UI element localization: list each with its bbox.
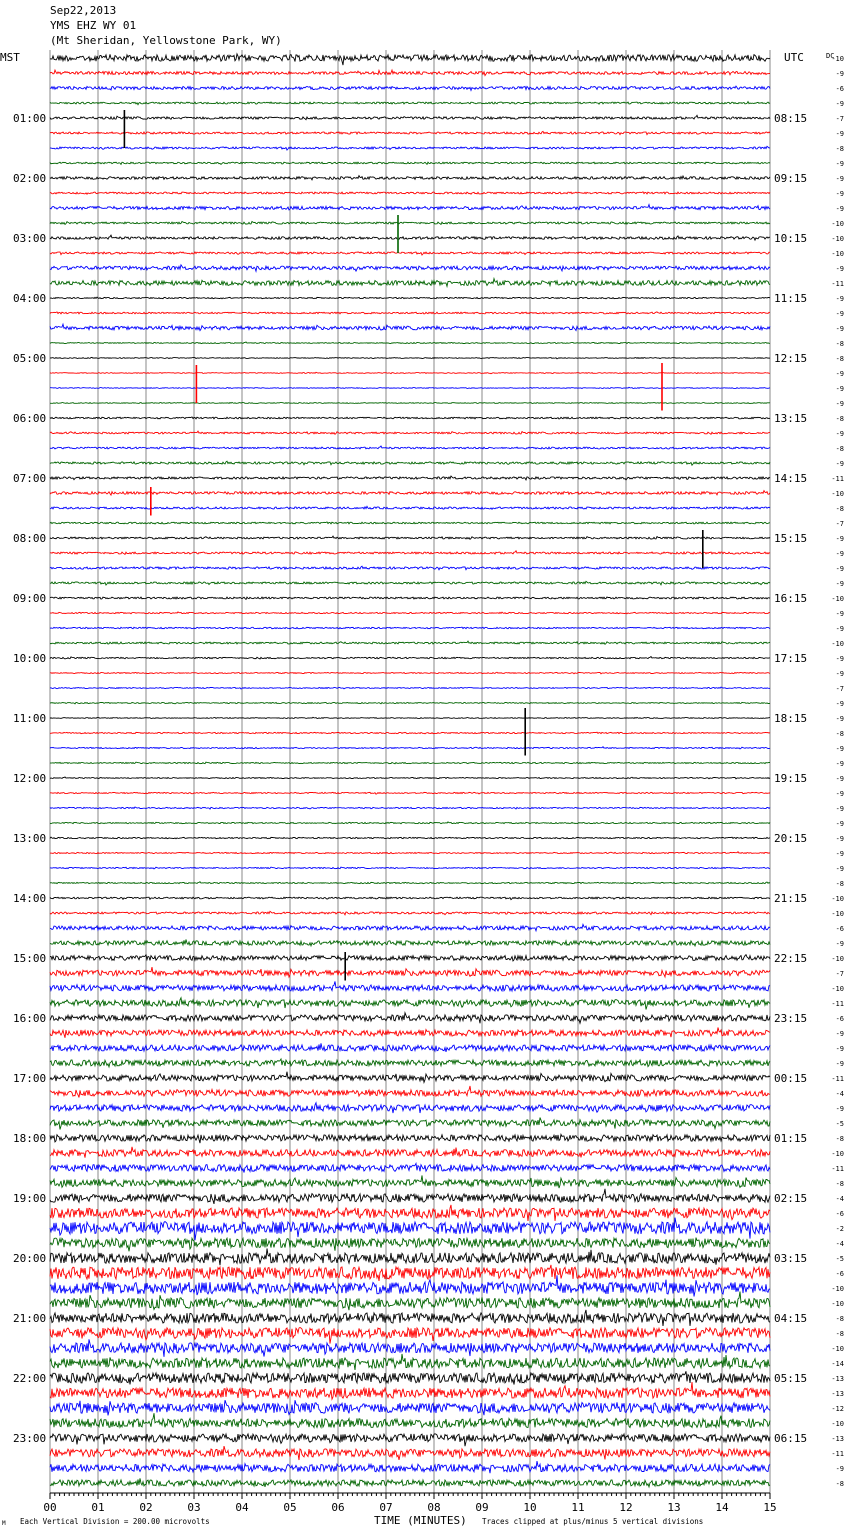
seismic-trace xyxy=(50,551,770,555)
right-hour-label: 15:15 xyxy=(774,532,808,545)
right-hour-label: 04:15 xyxy=(774,1312,808,1325)
x-tick-label: 09 xyxy=(475,1501,489,1514)
right-hour-label: 19:15 xyxy=(774,772,808,785)
seismic-trace xyxy=(50,747,770,749)
right-timezone-label: UTC xyxy=(784,51,804,64)
right-hour-label: 17:15 xyxy=(774,652,808,665)
x-tick-label: 03 xyxy=(187,1501,201,1514)
dc-offset-label: -8 xyxy=(835,445,844,453)
seismic-trace xyxy=(50,357,770,358)
seismic-trace xyxy=(50,852,770,854)
right-hour-label: 22:15 xyxy=(774,952,808,965)
left-hour-label: 04:00 xyxy=(13,292,47,305)
dc-offset-label: -9 xyxy=(835,295,844,303)
dc-offset-label: -7 xyxy=(835,520,844,528)
dc-offset-label: -5 xyxy=(835,1255,844,1263)
dc-offset-label: -9 xyxy=(835,850,844,858)
right-hour-label: 01:15 xyxy=(774,1132,808,1145)
x-tick-label: 06 xyxy=(331,1501,345,1514)
x-tick-label: 12 xyxy=(619,1501,633,1514)
seismic-trace xyxy=(50,252,770,255)
seismic-trace xyxy=(50,522,770,524)
seismic-trace xyxy=(50,641,770,644)
seismic-trace xyxy=(50,297,770,299)
seismic-trace xyxy=(50,955,770,961)
x-tick-label: 04 xyxy=(235,1501,249,1514)
left-hour-label: 16:00 xyxy=(13,1012,47,1025)
dc-offset-label: -4 xyxy=(835,1195,844,1203)
seismic-trace xyxy=(50,762,770,764)
dc-offset-label: -9 xyxy=(835,130,844,138)
seismic-trace xyxy=(50,1163,770,1172)
right-hour-label: 06:15 xyxy=(774,1432,808,1445)
seismic-trace xyxy=(50,235,770,240)
seismic-trace xyxy=(50,1013,770,1024)
dc-offset-label: -8 xyxy=(835,145,844,153)
dc-offset-label: -9 xyxy=(835,160,844,168)
left-hour-label: 22:00 xyxy=(13,1372,47,1385)
dc-offset-label: -10 xyxy=(831,490,844,498)
dc-offset-label: -9 xyxy=(835,820,844,828)
dc-offset-label: -8 xyxy=(835,1315,844,1323)
seismic-trace xyxy=(50,146,770,150)
seismic-trace xyxy=(50,1086,770,1098)
seismic-trace xyxy=(50,1434,770,1446)
scale-note: Each Vertical Division = 200.00 microvolts xyxy=(20,1517,210,1526)
dc-offset-label: -8 xyxy=(835,880,844,888)
x-tick-label: 10 xyxy=(523,1501,537,1514)
seismic-trace xyxy=(50,1371,770,1384)
dc-offset-label: -8 xyxy=(835,505,844,513)
dc-offset-label: -7 xyxy=(835,115,844,123)
dc-offset-label: -8 xyxy=(835,730,844,738)
seismic-trace xyxy=(50,1354,770,1370)
dc-offset-label: -8 xyxy=(835,1135,844,1143)
seismic-trace xyxy=(50,222,770,225)
dc-offset-label: -10 xyxy=(831,235,844,243)
seismic-trace xyxy=(50,1249,770,1266)
left-hour-label: 23:00 xyxy=(13,1432,47,1445)
seismic-trace xyxy=(50,612,770,614)
seismic-trace xyxy=(50,897,770,899)
x-tick-label: 07 xyxy=(379,1501,393,1514)
dc-offset-label: -9 xyxy=(835,610,844,618)
dc-offset-label: -9 xyxy=(835,430,844,438)
seismic-trace xyxy=(50,312,770,314)
dc-offset-label: -8 xyxy=(835,1480,844,1488)
dc-offset-label: -6 xyxy=(835,925,844,933)
dc-offset-label: -10 xyxy=(831,1285,844,1293)
dc-offset-label: -9 xyxy=(835,565,844,573)
x-tick-label: 08 xyxy=(427,1501,441,1514)
dc-offset-label: -6 xyxy=(835,1270,844,1278)
dc-offset-label: -9 xyxy=(835,460,844,468)
dc-offset-label: -8 xyxy=(835,1180,844,1188)
seismic-trace xyxy=(50,1328,770,1344)
dc-offset-label: -14 xyxy=(831,1360,844,1368)
seismic-trace xyxy=(50,940,770,946)
seismic-trace xyxy=(50,324,770,330)
left-hour-label: 05:00 xyxy=(13,352,47,365)
x-tick-label: 11 xyxy=(571,1501,585,1514)
clip-note: Traces clipped at plus/minus 5 vertical divisions xyxy=(482,1517,704,1526)
seismic-trace xyxy=(50,924,770,930)
dc-offset-label: -9 xyxy=(835,370,844,378)
dc-offset-label: -10 xyxy=(831,640,844,648)
seismic-trace xyxy=(50,102,770,105)
dc-offset-label: -10 xyxy=(831,220,844,228)
seismic-trace xyxy=(50,717,770,718)
seismic-trace xyxy=(50,1292,770,1311)
dc-offset-label: -9 xyxy=(835,835,844,843)
dc-offset-label: -2 xyxy=(835,1225,844,1233)
seismic-trace xyxy=(50,1043,770,1052)
x-axis-title: TIME (MINUTES) xyxy=(374,1514,467,1527)
dc-offset-label: -9 xyxy=(835,1045,844,1053)
left-hour-label: 07:00 xyxy=(13,472,47,485)
seismic-trace xyxy=(50,1238,770,1252)
seismic-trace xyxy=(50,807,770,809)
left-hour-label: 13:00 xyxy=(13,832,47,845)
seismic-trace xyxy=(50,687,770,689)
dc-offset-label: -11 xyxy=(831,1450,844,1458)
seismic-trace xyxy=(50,1072,770,1083)
seismic-trace xyxy=(50,1339,770,1357)
right-hour-label: 21:15 xyxy=(774,892,808,905)
dc-offset-label: -8 xyxy=(835,340,844,348)
dc-offset-label: -9 xyxy=(835,760,844,768)
dc-offset-label: -11 xyxy=(831,475,844,483)
left-timezone-label: MST xyxy=(0,51,20,64)
seismic-trace xyxy=(50,672,770,674)
station-code: YMS EHZ WY 01 xyxy=(50,19,137,32)
dc-offset-label: -9 xyxy=(835,790,844,798)
left-hour-label: 17:00 xyxy=(13,1072,47,1085)
x-tick-label: 02 xyxy=(139,1501,153,1514)
dc-offset-label: -9 xyxy=(835,775,844,783)
dc-offset-label: -11 xyxy=(831,1075,844,1083)
seismic-trace xyxy=(50,162,770,164)
dc-offset-label: -8 xyxy=(835,415,844,423)
dc-offset-label: -9 xyxy=(835,940,844,948)
seismic-trace xyxy=(50,1310,770,1326)
seismic-trace xyxy=(50,1382,770,1399)
dc-offset-header: DC xyxy=(826,52,835,60)
x-tick-label: 15 xyxy=(763,1501,777,1514)
seismic-trace xyxy=(50,205,770,210)
dc-offset-label: -10 xyxy=(831,985,844,993)
seismic-trace xyxy=(50,1265,770,1281)
x-tick-label: 13 xyxy=(667,1501,681,1514)
dc-offset-label: -9 xyxy=(835,310,844,318)
seismic-trace xyxy=(50,627,770,629)
dc-offset-label: -10 xyxy=(831,1150,844,1158)
dc-offset-label: -10 xyxy=(831,595,844,603)
footer-marker: M xyxy=(2,1520,6,1527)
axis-labels xyxy=(0,51,844,1514)
seismic-trace xyxy=(50,192,770,194)
dc-offset-label: -9 xyxy=(835,745,844,753)
seismic-trace xyxy=(50,1400,770,1415)
seismic-trace xyxy=(50,491,770,496)
seismic-trace xyxy=(50,461,770,465)
dc-offset-label: -9 xyxy=(835,715,844,723)
seismic-trace xyxy=(50,1103,770,1113)
dc-offset-label: -10 xyxy=(831,955,844,963)
seismic-trace xyxy=(50,1189,770,1204)
seismic-trace xyxy=(50,265,770,271)
left-hour-label: 01:00 xyxy=(13,112,47,125)
seismic-trace xyxy=(50,1205,770,1221)
right-hour-label: 05:15 xyxy=(774,1372,808,1385)
right-hour-label: 09:15 xyxy=(774,172,808,185)
seismic-trace xyxy=(50,867,770,869)
dc-offset-label: -11 xyxy=(831,1165,844,1173)
right-hour-label: 23:15 xyxy=(774,1012,808,1025)
dc-offset-label: -6 xyxy=(835,1210,844,1218)
seismic-trace xyxy=(50,54,770,65)
seismic-trace xyxy=(50,1118,770,1130)
dc-offset-label: -9 xyxy=(835,550,844,558)
dc-offset-label: -8 xyxy=(835,1330,844,1338)
dc-offset-label: -13 xyxy=(831,1390,844,1398)
dc-offset-label: -6 xyxy=(835,1015,844,1023)
dc-offset-label: -6 xyxy=(835,85,844,93)
dc-offset-label: -12 xyxy=(831,1405,844,1413)
dc-offset-label: -9 xyxy=(835,70,844,78)
dc-offset-label: -9 xyxy=(835,670,844,678)
dc-offset-label: -11 xyxy=(831,280,844,288)
seismic-trace xyxy=(50,882,770,884)
dc-offset-label: -9 xyxy=(835,175,844,183)
dc-offset-label: -4 xyxy=(835,1240,844,1248)
left-hour-label: 09:00 xyxy=(13,592,47,605)
left-hour-label: 03:00 xyxy=(13,232,47,245)
seismic-trace xyxy=(50,476,770,480)
dc-offset-label: -9 xyxy=(835,805,844,813)
seismic-trace xyxy=(50,998,770,1010)
left-hour-label: 12:00 xyxy=(13,772,47,785)
seismic-trace xyxy=(50,1147,770,1158)
left-hour-label: 18:00 xyxy=(13,1132,47,1145)
x-tick-label: 05 xyxy=(283,1501,297,1514)
seismic-trace xyxy=(50,837,770,839)
left-hour-label: 08:00 xyxy=(13,532,47,545)
left-hour-label: 14:00 xyxy=(13,892,47,905)
seismic-trace xyxy=(50,506,770,509)
left-hour-label: 06:00 xyxy=(13,412,47,425)
dc-offset-label: -10 xyxy=(831,910,844,918)
right-hour-label: 10:15 xyxy=(774,232,808,245)
seismic-trace xyxy=(50,911,770,915)
event-spikes xyxy=(124,110,702,981)
seismic-trace xyxy=(50,279,770,287)
right-hour-label: 03:15 xyxy=(774,1252,808,1265)
minute-gridlines xyxy=(50,50,770,1499)
seismic-trace xyxy=(50,1275,770,1296)
seismic-trace xyxy=(50,86,770,90)
seismic-trace xyxy=(50,1218,770,1241)
dc-offset-label: -9 xyxy=(835,1465,844,1473)
seismic-trace xyxy=(50,1175,770,1188)
seismic-trace xyxy=(50,1478,770,1487)
dc-offset-label: -13 xyxy=(831,1435,844,1443)
seismic-traces xyxy=(50,54,770,1487)
dc-offset-label: -9 xyxy=(835,535,844,543)
seismic-trace xyxy=(50,597,770,599)
seismic-trace xyxy=(50,1028,770,1038)
right-hour-label: 18:15 xyxy=(774,712,808,725)
left-hour-label: 15:00 xyxy=(13,952,47,965)
seismic-trace xyxy=(50,417,770,419)
left-hour-label: 20:00 xyxy=(13,1252,47,1265)
dc-offset-label: -9 xyxy=(835,1060,844,1068)
left-hour-label: 02:00 xyxy=(13,172,47,185)
right-hour-label: 20:15 xyxy=(774,832,808,845)
dc-offset-label: -7 xyxy=(835,970,844,978)
seismic-trace xyxy=(50,1446,770,1460)
seismic-trace xyxy=(50,1134,770,1143)
right-hour-label: 12:15 xyxy=(774,352,808,365)
dc-offset-label: -9 xyxy=(835,580,844,588)
dc-offset-label: -10 xyxy=(831,1345,844,1353)
seismic-trace xyxy=(50,792,770,794)
dc-offset-label: -5 xyxy=(835,1120,844,1128)
seismic-trace xyxy=(50,822,770,824)
seismic-trace xyxy=(50,70,770,75)
dc-offset-label: -9 xyxy=(835,265,844,273)
x-tick-label: 00 xyxy=(43,1501,57,1514)
left-hour-label: 10:00 xyxy=(13,652,47,665)
dc-offset-label: -10 xyxy=(831,1420,844,1428)
seismic-trace xyxy=(50,431,770,434)
footer xyxy=(2,1514,703,1527)
dc-offset-label: -9 xyxy=(835,700,844,708)
seismic-trace xyxy=(50,581,770,585)
seismic-trace xyxy=(50,1413,770,1427)
dc-offset-label: -9 xyxy=(835,205,844,213)
seismic-trace xyxy=(50,777,770,779)
x-tick-label: 01 xyxy=(91,1501,105,1514)
right-hour-label: 13:15 xyxy=(774,412,808,425)
chart-date: Sep22,2013 xyxy=(50,4,117,17)
dc-offset-label: -9 xyxy=(835,325,844,333)
dc-offset-label: -4 xyxy=(835,1090,844,1098)
dc-offset-label: -8 xyxy=(835,355,844,363)
right-hour-label: 02:15 xyxy=(774,1192,808,1205)
dc-offset-label: -10 xyxy=(831,250,844,258)
dc-offset-label: -9 xyxy=(835,400,844,408)
seismic-trace xyxy=(50,657,770,660)
dc-offset-label: -7 xyxy=(835,685,844,693)
dc-offset-label: -10 xyxy=(831,895,844,903)
seismic-trace xyxy=(50,566,770,570)
dc-offset-label: -11 xyxy=(831,1000,844,1008)
seismic-trace xyxy=(50,342,770,344)
seismic-trace xyxy=(50,536,770,539)
seismic-trace xyxy=(50,1461,770,1473)
seismic-trace xyxy=(50,115,770,119)
seismic-trace xyxy=(50,967,770,977)
dc-offset-label: -9 xyxy=(835,865,844,873)
seismic-trace xyxy=(50,732,770,734)
dc-offset-label: -9 xyxy=(835,1105,844,1113)
left-hour-label: 21:00 xyxy=(13,1312,47,1325)
x-tick-label: 14 xyxy=(715,1501,729,1514)
left-hour-label: 19:00 xyxy=(13,1192,47,1205)
dc-offset-label: -9 xyxy=(835,100,844,108)
right-hour-label: 00:15 xyxy=(774,1072,808,1085)
dc-offset-label: -9 xyxy=(835,655,844,663)
right-hour-label: 16:15 xyxy=(774,592,808,605)
seismic-trace xyxy=(50,702,770,704)
seismic-trace xyxy=(50,1059,770,1067)
left-hour-label: 11:00 xyxy=(13,712,47,725)
seismic-trace xyxy=(50,446,770,449)
seismic-trace xyxy=(50,981,770,991)
dc-offset-label: -9 xyxy=(835,1030,844,1038)
dc-offset-label: -9 xyxy=(835,625,844,633)
seismic-trace xyxy=(50,131,770,134)
dc-offset-label: -9 xyxy=(835,190,844,198)
right-hour-label: 08:15 xyxy=(774,112,808,125)
dc-offset-label: -9 xyxy=(835,385,844,393)
dc-offset-label: -10 xyxy=(831,55,844,63)
right-hour-label: 11:15 xyxy=(774,292,808,305)
dc-offset-label: -10 xyxy=(831,1300,844,1308)
right-hour-label: 14:15 xyxy=(774,472,808,485)
station-location: (Mt Sheridan, Yellowstone Park, WY) xyxy=(50,34,282,47)
seismic-trace xyxy=(50,176,770,180)
dc-offset-label: -13 xyxy=(831,1375,844,1383)
